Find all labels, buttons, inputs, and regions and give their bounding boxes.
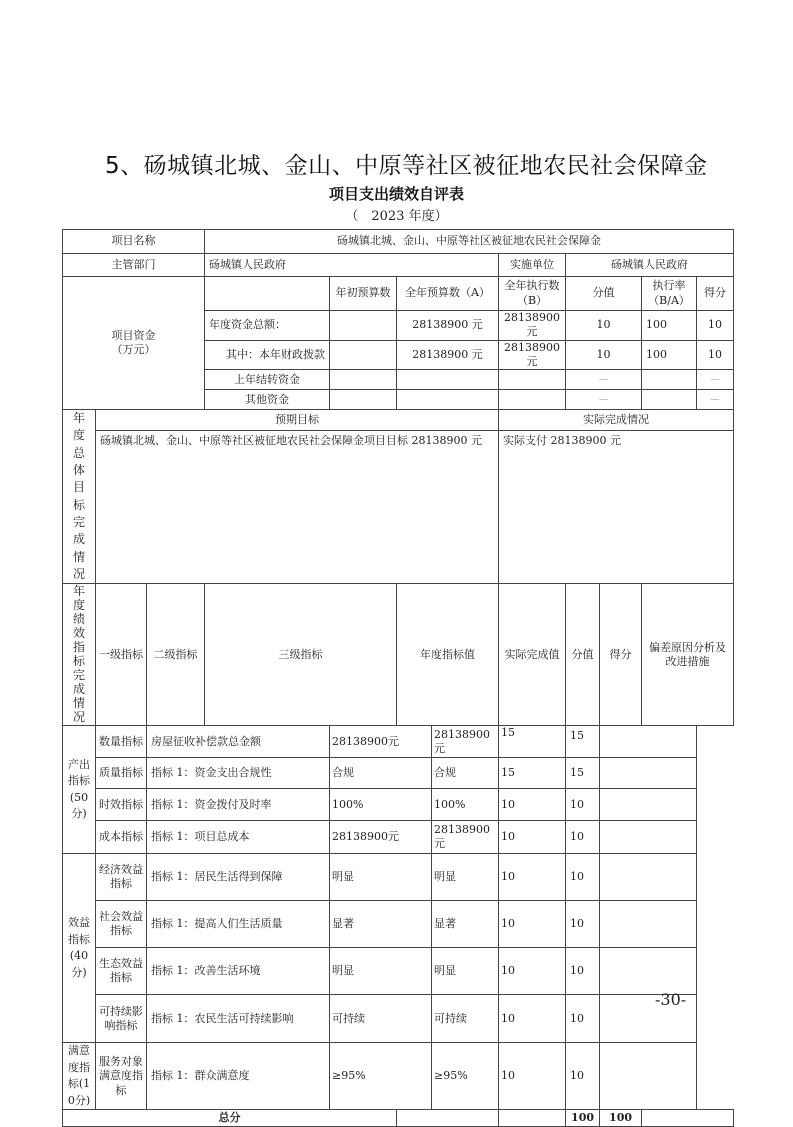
funds-row-rate: 100	[642, 340, 697, 370]
funds-row-name: 上年结转资金	[205, 370, 330, 390]
score-value: 15	[566, 726, 600, 758]
total-score: 100	[600, 1110, 642, 1127]
funds-row-budget	[397, 390, 499, 410]
target-value: 100%	[330, 789, 432, 821]
funds-row-score: 10	[697, 311, 734, 341]
target-value: 显著	[330, 901, 432, 948]
funds-row-executed: 28138900 元	[499, 311, 566, 341]
score-value: 10	[566, 854, 600, 901]
funds-header-blank	[205, 277, 330, 311]
funds-row-budget	[397, 370, 499, 390]
goals-side-cell	[63, 410, 96, 584]
header-target: 年度指标值	[397, 584, 499, 726]
actual-value: 28138900元	[432, 726, 499, 758]
funds-label-line1: 项目资金	[111, 328, 156, 342]
level2-indicator: 生态效益指标	[96, 948, 147, 995]
actual-value: ≥95%	[432, 1043, 499, 1110]
funds-row-name: 年度资金总额：	[205, 311, 330, 341]
header-level1: 一级指标	[96, 584, 147, 726]
indicator-row	[63, 901, 734, 948]
target-value: 明显	[330, 948, 432, 995]
dept-value: 砀城镇人民政府	[205, 254, 499, 277]
actual-value: 明显	[432, 948, 499, 995]
indicator-row	[63, 1043, 734, 1110]
actual-value: 合规	[432, 758, 499, 789]
funds-row-rate	[642, 390, 697, 410]
indicators-side-cell	[63, 584, 96, 726]
funds-row-rate	[642, 370, 697, 390]
indicator-row	[63, 948, 734, 995]
header-score: 得分	[600, 584, 642, 726]
project-name-label: 项目名称	[63, 230, 205, 254]
page-number: -30-	[655, 990, 687, 1009]
level2-indicator: 服务对象满意度指标	[96, 1043, 147, 1110]
level2-indicator: 质量指标	[96, 758, 147, 789]
deviation-note	[600, 821, 697, 854]
weight-value: 10	[499, 995, 566, 1043]
impl-label: 实施单位	[499, 254, 566, 277]
funds-row-weight: －	[566, 390, 642, 410]
form-title: 项目支出绩效自评表	[328, 185, 464, 203]
total-row	[63, 1110, 734, 1127]
total-note-blank	[642, 1110, 734, 1127]
project-name-row	[63, 230, 734, 254]
indicator-row	[63, 854, 734, 901]
funds-row-budget: 28138900 元	[397, 340, 499, 370]
indicator-row	[63, 726, 734, 758]
funds-header-score: 得分	[697, 277, 734, 311]
score-value: 10	[566, 789, 600, 821]
level3-indicator: 指标 1：群众满意度	[147, 1043, 330, 1110]
level3-indicator: 指标 1：资金拨付及时率	[147, 789, 330, 821]
actual-value: 明显	[432, 854, 499, 901]
actual-value: 100%	[432, 789, 499, 821]
header-level3: 三级指标	[205, 584, 397, 726]
level1-indicator: 产出指标(50分)	[68, 757, 90, 821]
level2-indicator: 经济效益指标	[96, 854, 147, 901]
funds-label-line2: （万元）	[111, 343, 156, 357]
deviation-note	[600, 948, 697, 995]
funds-header-executed: 全年执行数（B）	[499, 277, 566, 311]
target-value: 28138900元	[330, 726, 432, 758]
level3-indicator: 指标 1：提高人们生活质量	[147, 901, 330, 948]
level1-indicator: 满意度指标(10分)	[67, 1044, 91, 1107]
goals-side-label: 年度总体目标完成情况	[72, 411, 85, 581]
expected-goal-header: 预期目标	[96, 410, 499, 431]
header-level2: 二级指标	[147, 584, 205, 726]
score-value: 10	[566, 995, 600, 1043]
funds-header-row	[63, 277, 734, 311]
funds-row-executed	[499, 390, 566, 410]
level3-indicator: 指标 1：资金支出合规性	[147, 758, 330, 789]
deviation-note	[600, 758, 697, 789]
deviation-note	[600, 726, 697, 758]
target-value: 28138900元	[330, 821, 432, 854]
header-weight: 分值	[566, 584, 600, 726]
target-value: ≥95%	[330, 1043, 432, 1110]
deviation-note	[600, 789, 697, 821]
indicator-row	[63, 995, 734, 1043]
score-value: 15	[566, 758, 600, 789]
indicators-header-row	[63, 584, 734, 726]
weight-value: 10	[499, 948, 566, 995]
funds-row-initial	[330, 311, 397, 341]
funds-row-rate: 100	[642, 311, 697, 341]
level2-indicator: 成本指标	[96, 821, 147, 854]
funds-row-initial	[330, 370, 397, 390]
level3-indicator: 指标 1：项目总成本	[147, 821, 330, 854]
indicator-row	[63, 758, 734, 789]
score-value: 10	[566, 1043, 600, 1110]
goals-content-row	[63, 431, 734, 584]
funds-header-initial: 年初预算数	[330, 277, 397, 311]
performance-evaluation-table	[62, 229, 734, 1127]
project-name-value: 砀城镇北城、金山、中原等社区被征地农民社会保障金	[205, 230, 734, 254]
funds-row-name: 其他资金	[205, 390, 330, 410]
level1-indicator-cell	[63, 726, 96, 854]
level2-indicator: 数量指标	[96, 726, 147, 758]
deviation-note	[600, 1043, 697, 1110]
weight-value: 10	[499, 821, 566, 854]
level3-indicator: 房屋征收补偿款总金额	[147, 726, 330, 758]
level3-indicator: 指标 1：居民生活得到保障	[147, 854, 330, 901]
indicator-row	[63, 821, 734, 854]
form-year: （ 2023 年度）	[345, 209, 448, 224]
actual-value: 显著	[432, 901, 499, 948]
weight-value: 10	[499, 789, 566, 821]
funds-header-weight: 分值	[566, 277, 642, 311]
funds-row-initial	[330, 390, 397, 410]
target-value: 合规	[330, 758, 432, 789]
total-label: 总分	[63, 1110, 397, 1127]
level2-indicator: 社会效益指标	[96, 901, 147, 948]
score-value: 10	[566, 901, 600, 948]
funds-row-score: 10	[697, 340, 734, 370]
funds-row-weight: －	[566, 370, 642, 390]
weight-value: 10	[499, 1043, 566, 1110]
score-value: 10	[566, 948, 600, 995]
funds-row-weight: 10	[566, 311, 642, 341]
funds-row-score: －	[697, 390, 734, 410]
funds-row-weight: 10	[566, 340, 642, 370]
deviation-note	[600, 854, 697, 901]
level3-indicator: 指标 1：农民生活可持续影响	[147, 995, 330, 1043]
header-deviation: 偏差原因分析及改进措施	[642, 584, 734, 726]
actual-result-text: 实际支付 28138900 元	[499, 431, 734, 584]
level3-indicator: 指标 1：改善生活环境	[147, 948, 330, 995]
level2-indicator: 可持续影响指标	[96, 995, 147, 1043]
weight-value: 15	[499, 758, 566, 789]
funds-row-score: －	[697, 370, 734, 390]
weight-value: 15	[499, 726, 566, 758]
funds-row-executed	[499, 370, 566, 390]
total-target-blank	[397, 1110, 499, 1127]
total-actual-blank	[499, 1110, 566, 1127]
department-row	[63, 254, 734, 277]
weight-value: 10	[499, 854, 566, 901]
expected-goal-text: 砀城镇北城、金山、中原等社区被征地农民社会保障金项目目标 28138900 元	[96, 431, 499, 584]
level2-indicator: 时效指标	[96, 789, 147, 821]
dept-label: 主管部门	[63, 254, 205, 277]
indicator-row	[63, 789, 734, 821]
header-actual: 实际完成值	[499, 584, 566, 726]
funds-row-initial	[330, 340, 397, 370]
weight-value: 10	[499, 901, 566, 948]
indicator-rows	[63, 726, 734, 1110]
target-value: 可持续	[330, 995, 432, 1043]
level1-indicator-cell	[63, 1043, 96, 1110]
goals-header-row	[63, 410, 734, 431]
funds-row-name: 其中：本年财政拨款	[205, 340, 330, 370]
funds-row-budget: 28138900 元	[397, 311, 499, 341]
level1-indicator-cell	[63, 854, 96, 1043]
actual-value: 28138900元	[432, 821, 499, 854]
funds-header-rate: 执行率（B/A）	[642, 277, 697, 311]
actual-value: 可持续	[432, 995, 499, 1043]
section-title: 5、砀城镇北城、金山、中原等社区被征地农民社会保障金	[105, 153, 708, 179]
deviation-note	[600, 901, 697, 948]
target-value: 明显	[330, 854, 432, 901]
impl-value: 砀城镇人民政府	[566, 254, 734, 277]
total-weight: 100	[566, 1110, 600, 1127]
level1-indicator: 效益指标(40分)	[68, 916, 90, 979]
funds-label	[63, 277, 205, 410]
actual-result-header: 实际完成情况	[499, 410, 734, 431]
funds-row-executed: 28138900 元	[499, 340, 566, 370]
score-value: 10	[566, 821, 600, 854]
funds-header-budget: 全年预算数（A）	[397, 277, 499, 311]
indicators-side-label: 年度绩效指标完成情况	[72, 584, 85, 725]
